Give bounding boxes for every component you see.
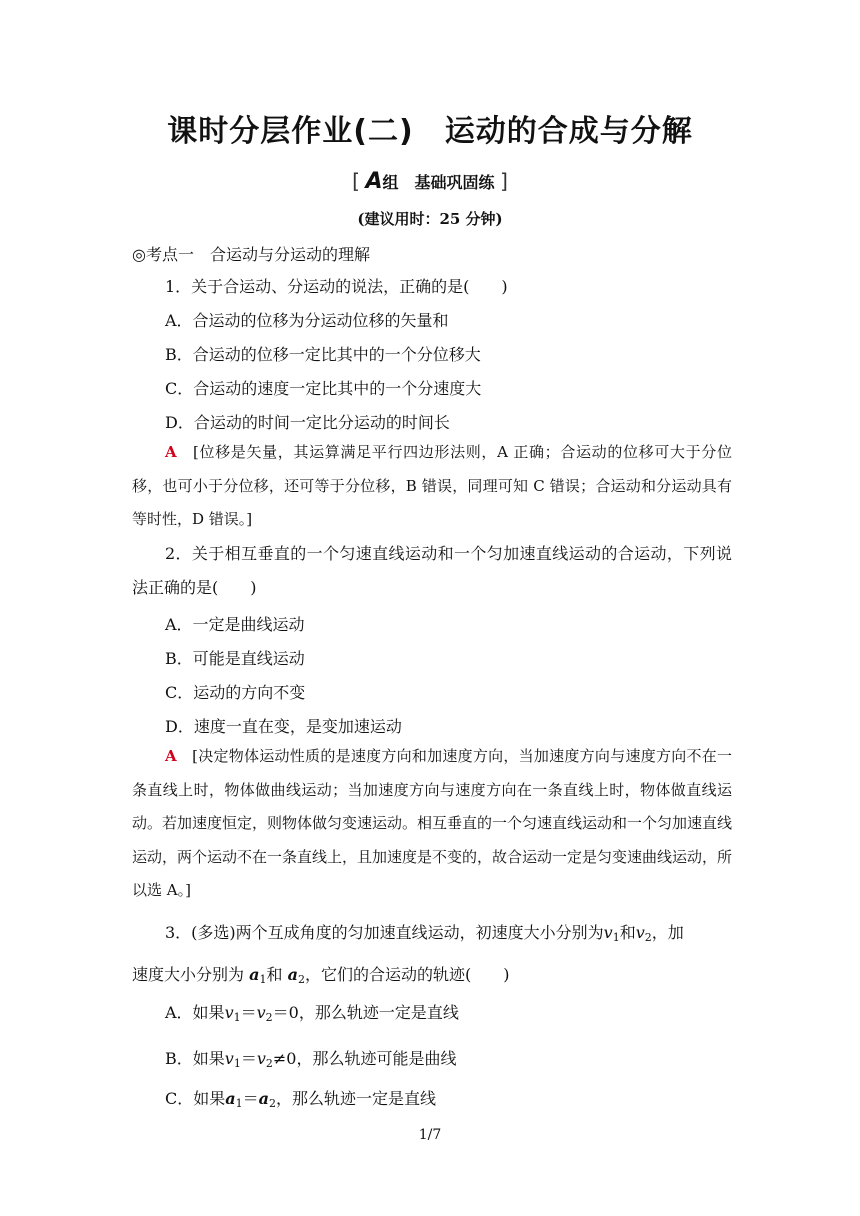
- q2-option-d: D．速度一直在变，是变加速运动: [165, 717, 402, 736]
- q1-answer: A: [165, 443, 177, 461]
- time-note: (建议用时：25 分钟): [357, 210, 503, 228]
- q2-stem: 2．关于相互垂直的一个匀速直线运动和一个匀加速直线运动的合运动，下列说法正确的是( ): [132, 544, 732, 597]
- var-v: v: [256, 1049, 266, 1068]
- equals: ＝: [240, 1003, 257, 1022]
- page-number: 1/7: [418, 1127, 442, 1143]
- var-v: v: [603, 923, 613, 942]
- var-a: a: [287, 965, 298, 984]
- bracket-right: ]: [500, 169, 508, 193]
- q2-answer: A: [165, 747, 177, 765]
- option-suffix: ＝0，那么轨迹一定是直线: [272, 1003, 459, 1022]
- sub-2: 2: [269, 1097, 277, 1110]
- q3-stem-text: 3．(多选)两个互成角度的匀加速直线运动，初速度大小分别为: [165, 923, 604, 942]
- page-title: 课时分层作业(二) 运动的合成与分解: [167, 114, 693, 149]
- q3-option-a: [165, 1000, 459, 1024]
- option-suffix: ≠0，那么轨迹可能是曲线: [272, 1049, 457, 1068]
- var-v: v: [224, 1049, 234, 1068]
- equals: ＝: [242, 1089, 259, 1108]
- sub-1: 1: [235, 1097, 243, 1110]
- q2-explanation: [132, 740, 732, 908]
- sub-2: 2: [297, 973, 305, 986]
- q1-explanation-text: [位移是矢量，其运算满足平行四边形法则，A 正确；合运动的位移可大于分位移，也可小于分位移，还可等于分位移，B 错误，同理可知 C 错误；合运动和分运动具有等时性，D 错误。]: [132, 443, 732, 528]
- section-heading: ◎考点一 合运动与分运动的理解: [132, 245, 370, 264]
- option-prefix: A．如果: [165, 1003, 225, 1022]
- group-letter: A: [365, 169, 383, 194]
- q3-stem-line2: [132, 962, 509, 986]
- option-prefix: C．如果: [165, 1089, 226, 1108]
- sub-1: 1: [233, 1057, 241, 1070]
- and-text: 和: [619, 923, 636, 942]
- sub-2: 2: [265, 1057, 273, 1070]
- var-a: a: [249, 965, 260, 984]
- q2-option-b: B．可能是直线运动: [165, 649, 305, 668]
- sub-2: 2: [265, 1011, 273, 1024]
- q1-option-b: B．合运动的位移一定比其中的一个分位移大: [165, 345, 481, 364]
- q3-option-c: [165, 1086, 436, 1110]
- var-a: a: [258, 1089, 270, 1108]
- var-a: a: [225, 1089, 236, 1108]
- group-label: 组 基础巩固练: [382, 173, 495, 192]
- q3-stem-tail: ，加: [651, 923, 684, 942]
- q3-option-b: [165, 1046, 456, 1070]
- group-header: [0, 169, 860, 194]
- equals: ＝: [240, 1049, 257, 1068]
- q2-option-c: C．运动的方向不变: [165, 683, 306, 702]
- option-suffix: ，那么轨迹一定是直线: [276, 1089, 437, 1108]
- q1-option-d: D．合运动的时间一定比分运动的时间长: [165, 413, 450, 432]
- q1-option-a: A．合运动的位移为分运动位移的矢量和: [165, 311, 449, 330]
- var-v: v: [224, 1003, 234, 1022]
- bracket-left: [: [352, 169, 360, 193]
- q1-stem: 1．关于合运动、分运动的说法，正确的是( ): [165, 277, 508, 296]
- and-text: 和: [266, 965, 283, 984]
- sub-1: 1: [233, 1011, 241, 1024]
- q3-stem-line1: [165, 920, 684, 944]
- q3-line2-tail: ，它们的合运动的轨迹( ): [304, 965, 510, 984]
- var-v: v: [635, 923, 645, 942]
- sub-1: 1: [612, 931, 620, 944]
- q2-explanation-text: [决定物体运动性质的是速度方向和加速度方向，当加速度方向与速度方向不在一条直线上时，物体做曲线运动；当加速度方向与速度方向在一条直线上时，物体做直线运动。若加速度恒定，则物体做匀变速运动。相互垂直的一个匀速直线运动和一个匀加速直线运动，两个运动不在一条直线上，且加速度是不变的，故合运动一定是匀变速曲线运动，所以选 A。]: [132, 747, 733, 899]
- sub-2: 2: [644, 931, 652, 944]
- sub-1: 1: [259, 973, 267, 986]
- q1-option-c: C．合运动的速度一定比其中的一个分速度大: [165, 379, 482, 398]
- q3-line2-text: 速度大小分别为: [132, 965, 245, 984]
- var-v: v: [256, 1003, 266, 1022]
- q1-explanation: [132, 436, 732, 537]
- q2-option-a: A．一定是曲线运动: [165, 615, 305, 634]
- option-prefix: B．如果: [165, 1049, 225, 1068]
